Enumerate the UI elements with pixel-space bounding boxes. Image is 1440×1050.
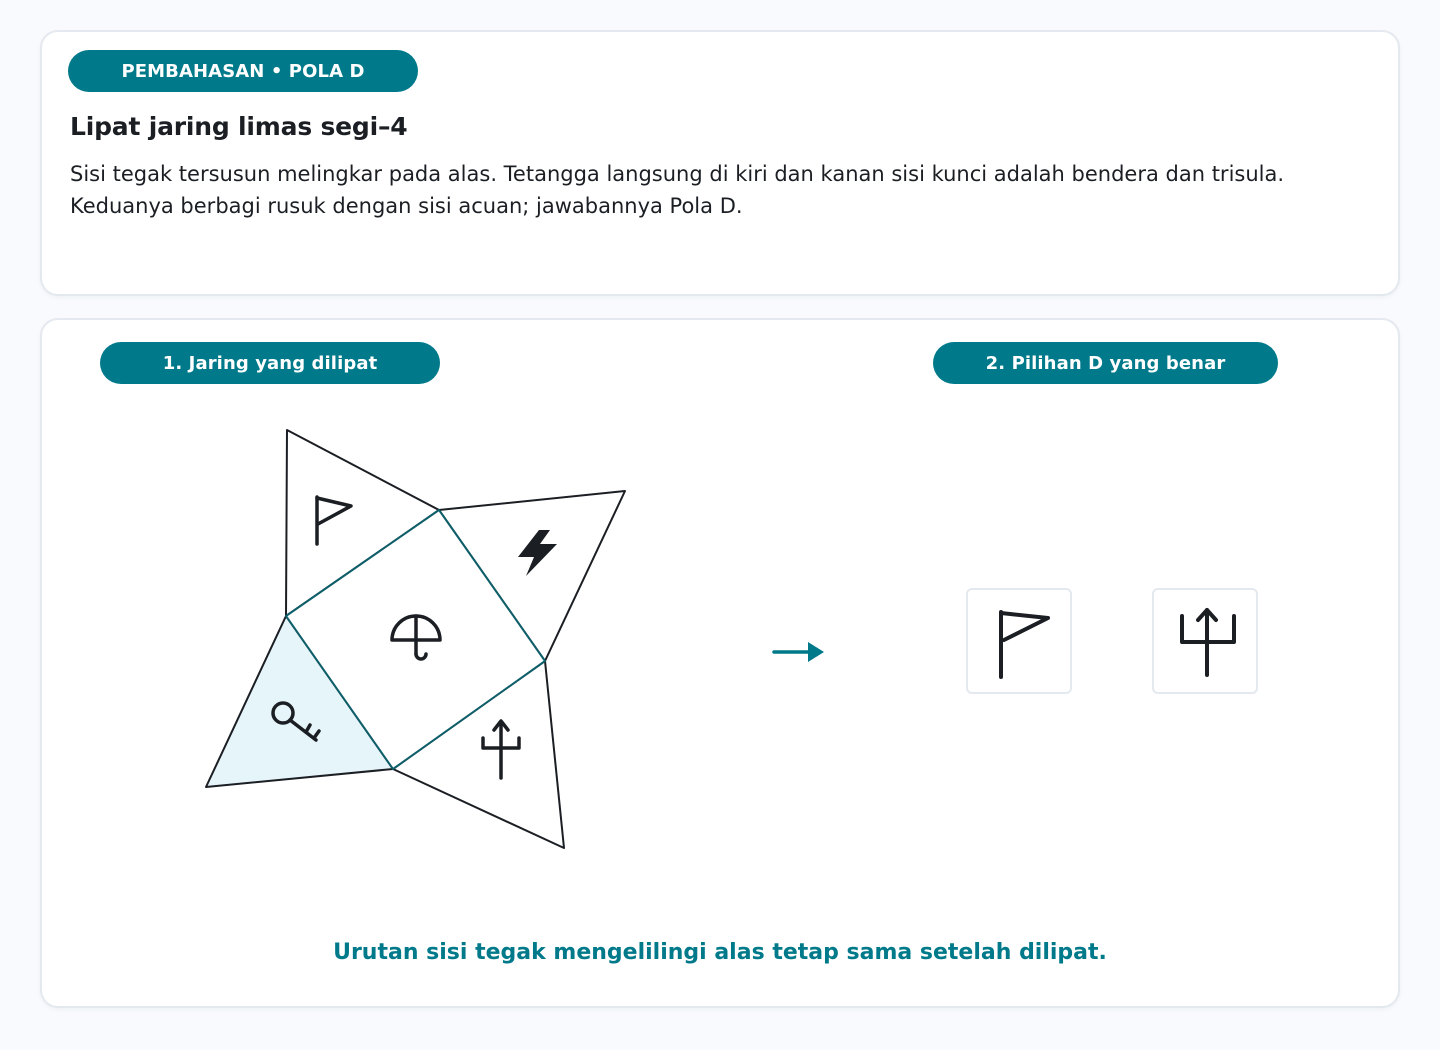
arrow-right-icon: [774, 642, 824, 662]
step-2-label: 2. Pilihan D yang benar: [933, 342, 1278, 384]
answer-choice-trident: [1152, 588, 1258, 694]
explanation-text: [70, 158, 1360, 222]
page-title: Lipat jaring limas segi–4: [70, 112, 408, 141]
diagram-caption: Urutan sisi tegak mengelilingi alas tetap sama setelah dilipat.: [333, 940, 1107, 965]
trident-icon: [1154, 590, 1260, 696]
diagram-card: [40, 318, 1400, 1008]
explanation-line-1: Sisi tegak tersusun melingkar pada alas. Tetangga langsung di kiri dan kanan sisi kunci adalah bendera dan trisula.: [70, 162, 1285, 186]
explanation-line-2: Keduanya berbagi rusuk dengan sisi acuan; jawabannya Pola D.: [70, 194, 743, 218]
section-badge: PEMBAHASAN • POLA D: [68, 50, 418, 92]
flag-icon: [968, 590, 1074, 696]
step-1-label: 1. Jaring yang dilipat: [100, 342, 440, 384]
explanation-card: [40, 30, 1400, 296]
answer-choice-flag: [966, 588, 1072, 694]
